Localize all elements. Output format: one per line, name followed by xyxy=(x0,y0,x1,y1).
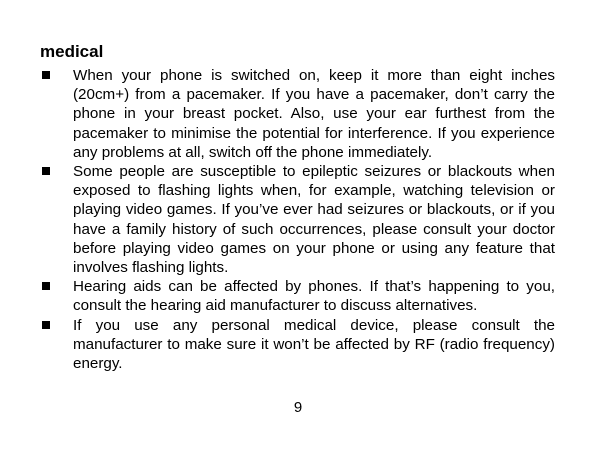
list-item-text: If you use any personal medical device, please consult the manufacturer to make sure it won’t be affected by RF (radio frequency) energy. xyxy=(73,316,555,373)
page-number: 9 xyxy=(293,399,303,416)
section-heading: medical xyxy=(40,42,104,61)
bullet-list xyxy=(40,66,555,373)
square-bullet-icon xyxy=(42,321,50,329)
list-item xyxy=(40,66,555,162)
square-bullet-icon xyxy=(42,282,50,290)
list-item xyxy=(40,162,555,277)
list-item-text: Some people are susceptible to epileptic seizures or blackouts when exposed to flashing lights when, for example, watching television or playing video games. If you’ve ever had seizures or blackouts, or if you have a family history of such occurrences, please consult your doctor before playing video games on your phone or using any feature that involves flashing lights. xyxy=(73,163,555,277)
list-item-text: Hearing aids can be affected by phones. If that’s happening to you, consult the hearing aid manufacturer to discuss alternatives. xyxy=(73,278,555,315)
square-bullet-icon xyxy=(42,71,50,79)
square-bullet-icon xyxy=(42,167,50,175)
list-item xyxy=(40,316,555,374)
list-item xyxy=(40,277,555,315)
list-item-text: When your phone is switched on, keep it more than eight inches (20cm+) from a pacemaker. If you have a pacemaker, don’t carry the phone in your breast pocket. Also, use your ear furthest from the pacemaker to minimise the potential for interference. If you experience any problems at all, switch off the phone immediately. xyxy=(73,67,555,161)
